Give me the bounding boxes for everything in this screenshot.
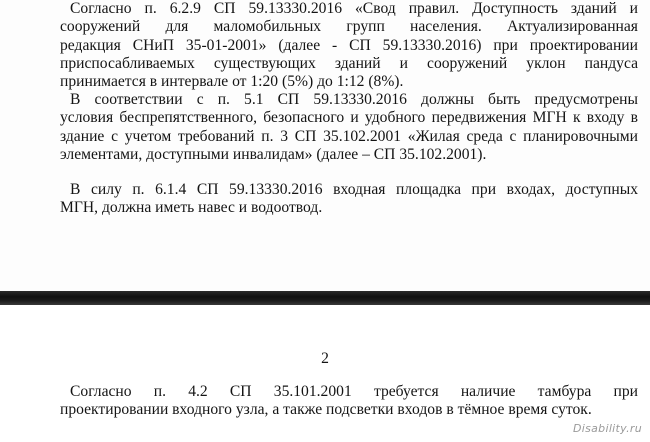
- text-line: принимается в интервале от 1:20 (5%) до 1:12 (8%).: [60, 73, 404, 91]
- paragraph-barrier-free-access: [60, 91, 638, 164]
- watermark: Disability.ru: [572, 422, 642, 435]
- text-line: В соответствии с п. 5.1 СП 59.13330.2016 должны быть предусмотрены: [70, 91, 638, 108]
- text-line: Согласно п. 6.2.9 СП 59.13330.2016 «Свод правил. Доступность зданий и: [70, 0, 638, 17]
- text-line: здание с учетом требований п. 3 СП 35.102.2001 «Жилая среда с планировочными: [60, 127, 638, 145]
- text-line: приспосабливаемых существующих зданий и сооружений уклон пандуса: [60, 54, 638, 72]
- document-page-bottom: [0, 305, 650, 442]
- text-line: проектировании входного узла, а также подсветки входов в тёмное время суток.: [60, 401, 592, 419]
- page-number: 2: [321, 350, 329, 367]
- text-line: Согласно п. 4.2 СП 35.101.2001 требуется наличие тамбура при: [70, 383, 638, 400]
- text-line: МГН, должна иметь навес и водоотвод.: [60, 199, 323, 217]
- text-line: условия беспрепятственного, безопасного и удобного передвижения МГН к входу в: [60, 109, 638, 127]
- paragraph-entrance-canopy: [60, 181, 638, 218]
- text-line: сооружений для маломобильных групп населения. Актуализированная: [60, 18, 638, 36]
- page-break-divider: [0, 291, 650, 305]
- paragraph-ramp-slope: [60, 0, 638, 91]
- text-line: элементами, доступными инвалидам» (далее – СП 35.102.2001).: [60, 145, 487, 163]
- paragraph-vestibule-lighting: [60, 383, 638, 420]
- text-line: В силу п. 6.1.4 СП 59.13330.2016 входная площадка при входах, доступных: [70, 181, 638, 198]
- text-line: редакция СНиП 35-01-2001» (далее - СП 59.13330.2016) при проектировании: [60, 36, 638, 54]
